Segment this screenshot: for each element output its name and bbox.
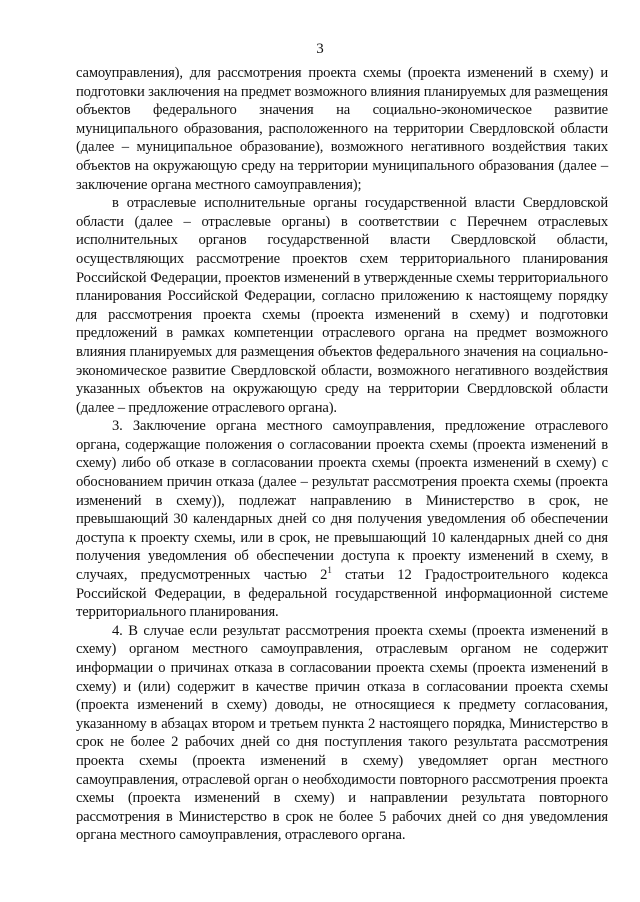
paragraph-item-4: 4. В случае если результат рассмотрения проекта схемы (проекта изменений в схему) органом местного самоуправления, отраслевым органом не содержит информации о причинах отказа в согласовании проекта схемы (проекта изменений в схему) и (или) содержит в качестве причин отказа в согласовании проекта схемы (проекта изменений в схему) доводы, не относящиеся к предмету согласования, указанному в абзацах втором и третьем пункта 2 настоящего порядка, Министерство в срок не более 2 рабочих дней со дня поступления такого результата рассмотрения проекта схемы (проекта изменений в схему) уведомляет орган местного самоуправления, отраслевой орган о необходимости повторного рассмотрения проекта схемы (проекта изменений в схему) и направлении результата повторного рассмотрения в Министерство в срок не более 5 рабочих дней со дня уведомления органа местного самоуправления, отраслевого органа.	[76, 622, 608, 844]
page-number: 3	[316, 41, 324, 57]
paragraph-continuation: самоуправления), для рассмотрения проекта схемы (проекта изменений в схему) и подготовки заключения на предмет возможного влияния планируемых для размещения объектов федерального значения на социально-экономическое развитие муниципального образования, расположенного на территории Свердловской области (далее – муниципальное образование), возможного негативного воздействия таких объектов на окружающую среду на территории муниципального образования (далее – заключение органа местного самоуправления);	[76, 65, 608, 193]
paragraph-item-3	[76, 417, 608, 622]
document-body	[76, 64, 608, 845]
paragraph-sectoral-bodies: в отраслевые исполнительные органы государственной власти Свердловской области (далее – отраслевые органы) в соответствии с Перечнем отраслевых исполнительных органов государственной власти Свердловской области, осуществляющих рассмотрение проектов схем территориального планирования Российской Федерации, проектов изменений в утвержденные схемы территориального планирования Российской Федерации, согласно приложению к настоящему порядку для рассмотрения проекта схемы (проекта изменений в схему) и подготовки предложений в рамках компетенции отраслевого органа на предмет возможного влияния планируемых для размещения объектов федерального значения на социально-экономическое развитие Свердловской области, возможного негативного воздействия указанных объектов на окружающую среду на территории Свердловской области (далее – предложение отраслевого органа).	[76, 195, 608, 416]
paragraph-item-3-text: 3. Заключение органа местного самоуправления, предложение отраслевого органа, содержащие положения о согласовании проекта схемы (проекта изменений в схему) либо об отказе в согласовании проекта схемы (проекта изменений в схему) с обоснованием причин отказа (далее – результат рассмотрения проекта схемы (проекта изменений в схему)), подлежат направлению в Министерство в срок, не превышающий 30 календарных дней со дня получения уведомления об обеспечении доступа к проекту схемы, или в срок, не превышающий 10 календарных дней со дня получения уведомления об обеспечении доступа к проекту изменений в схему, в случаях, предусмотренных частью 2	[76, 418, 608, 584]
superscript-note: 1	[327, 565, 332, 576]
paragraph-item-3-text-continued: статьи 12 Градостроительного кодекса Российской Федерации, в федеральной государственной информационной системе территориального планирования.	[76, 567, 608, 621]
